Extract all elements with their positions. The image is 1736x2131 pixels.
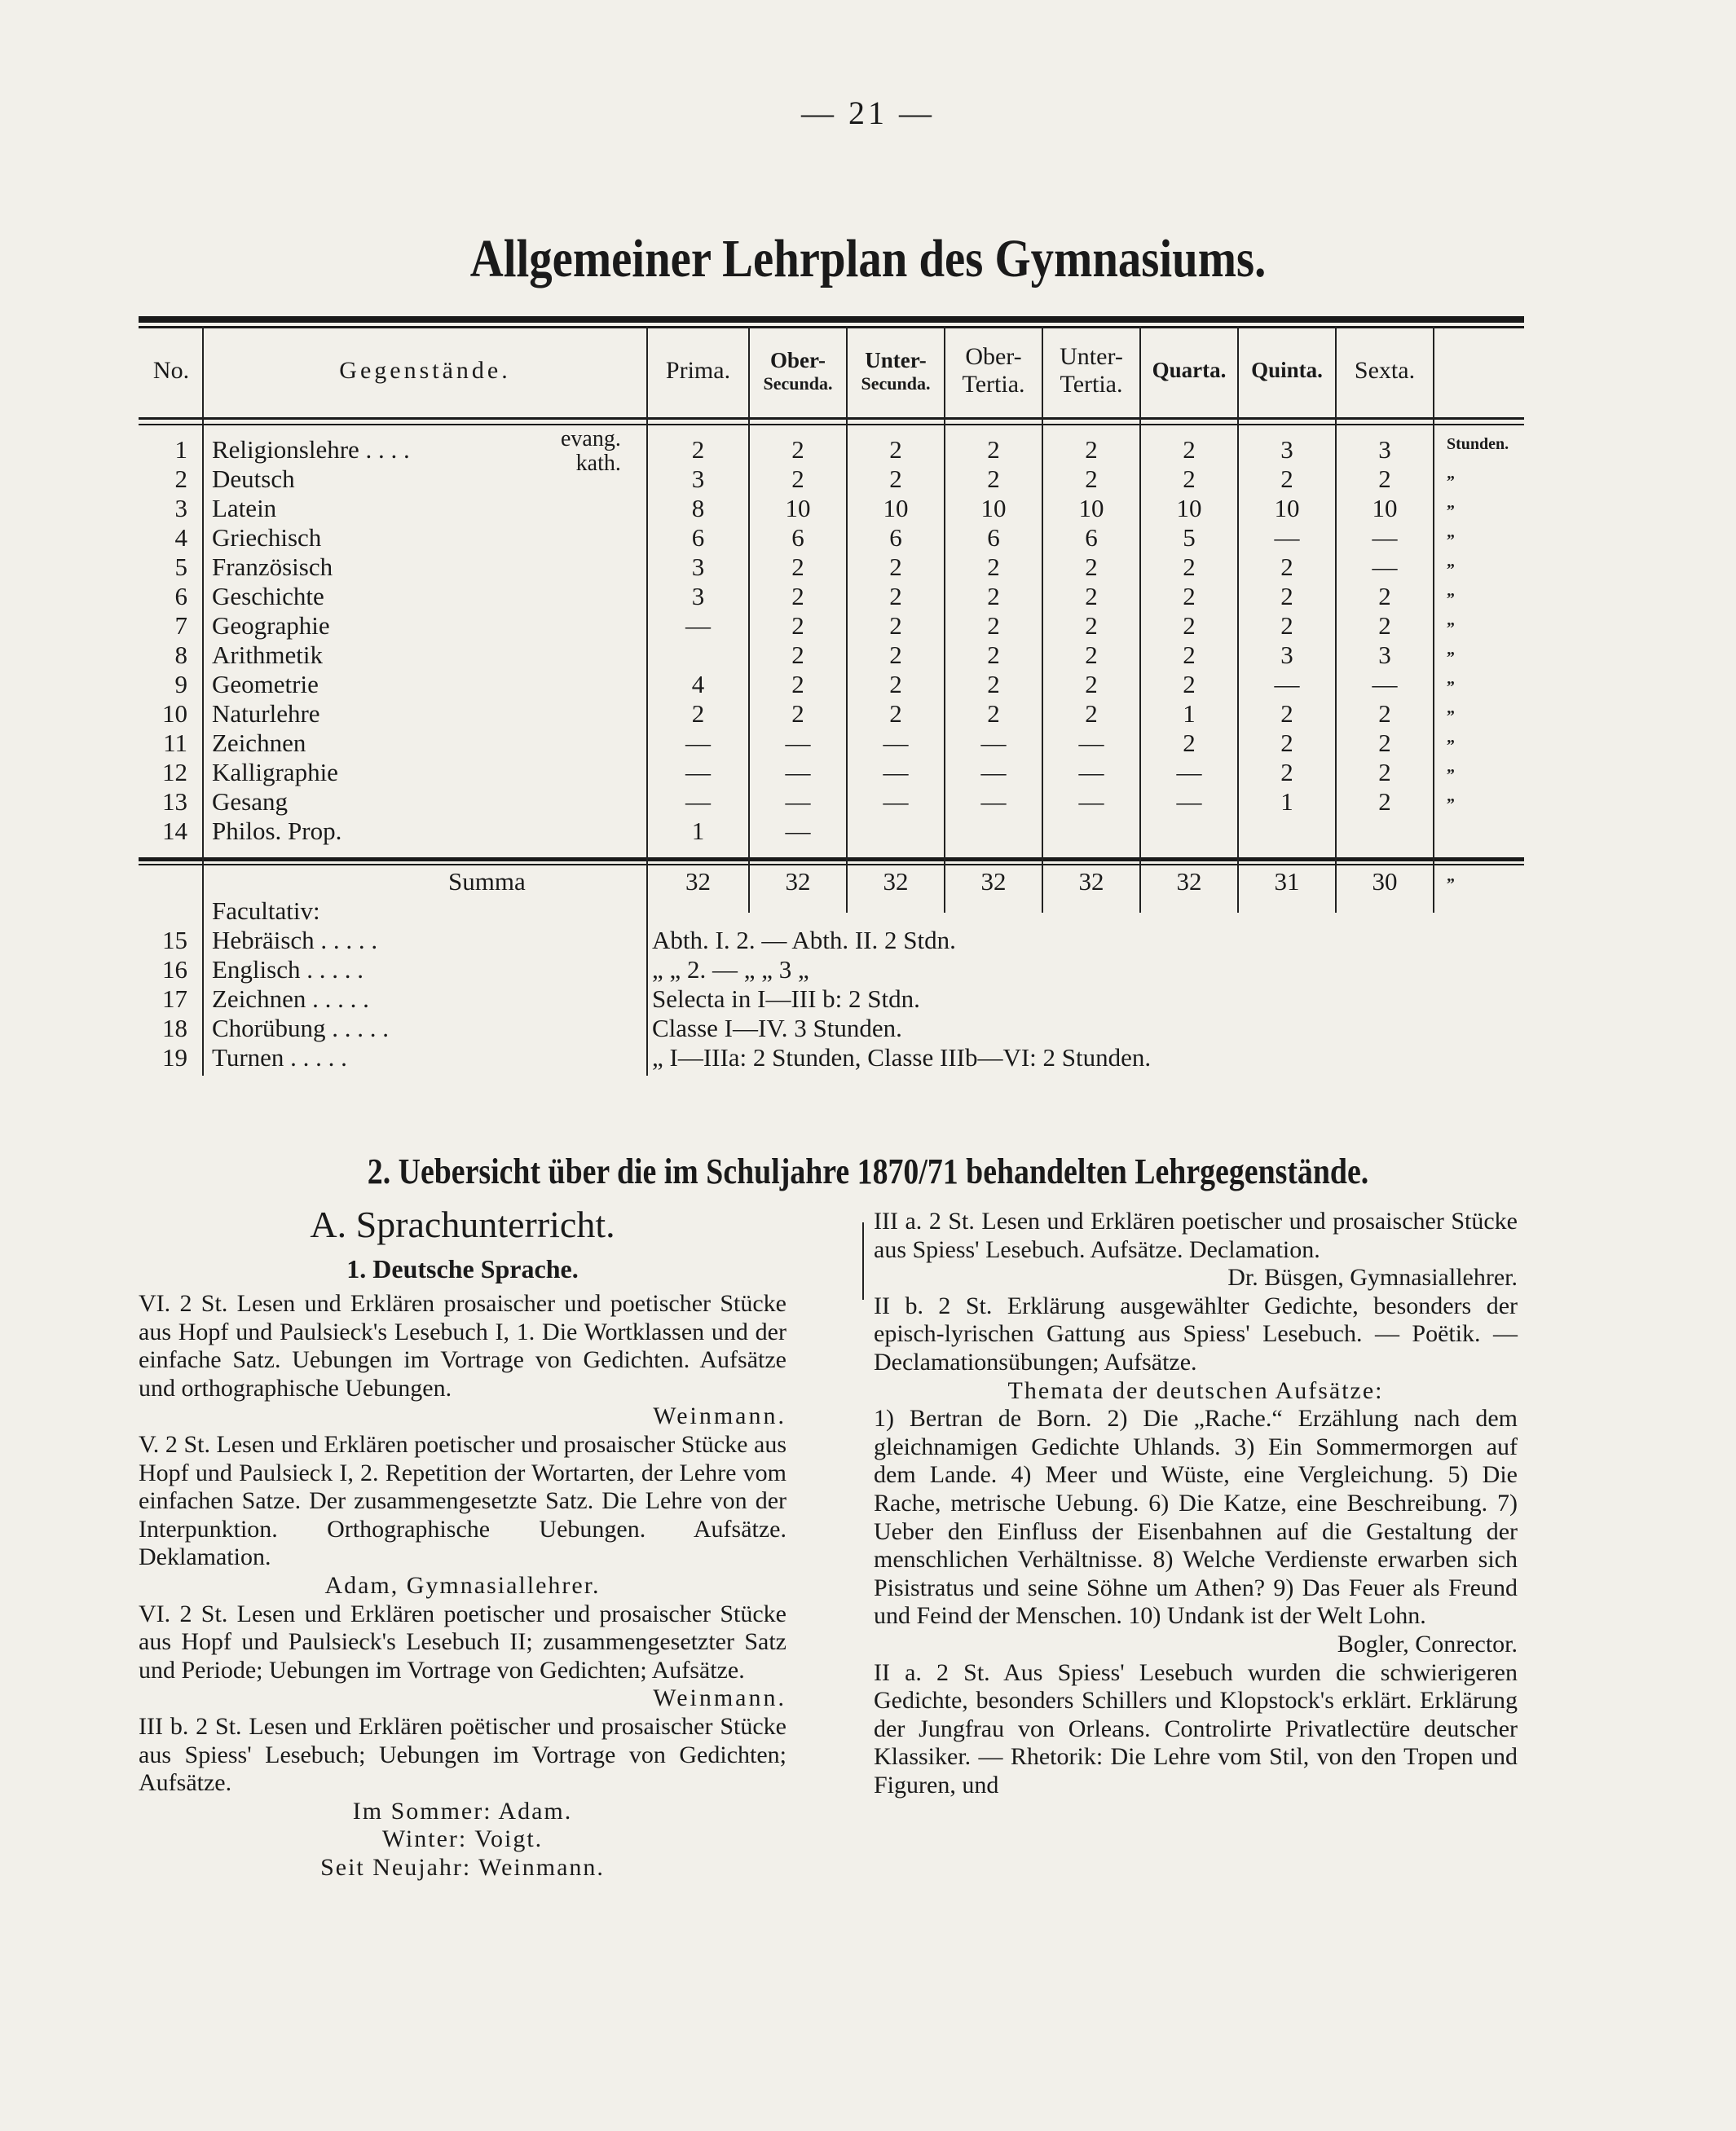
facultativ-row <box>139 1014 1524 1043</box>
themata-heading: Themata der deutschen Aufsätze: <box>1007 1376 1384 1404</box>
row-value: — <box>1176 787 1202 816</box>
header-ober-secunda: Ober- Secunda. <box>763 347 833 394</box>
row-subject: Griechisch <box>212 523 322 552</box>
row-unit: „ <box>1447 523 1455 541</box>
header-no: No. <box>152 356 190 384</box>
row-value: 2 <box>1378 465 1391 493</box>
paragraph-iiia: III a. 2 St. Lesen und Erklären poetischer und prosaischer Stücke aus Spiess' Lesebuch. Aufsätze. Declamation. <box>874 1208 1518 1263</box>
row-value: 3 <box>691 582 705 610</box>
row-value: 1 <box>691 817 705 845</box>
row-number: 4 <box>174 523 187 552</box>
column-divider <box>862 1222 864 1300</box>
row-value: 4 <box>691 670 705 698</box>
row-value: — <box>685 611 711 640</box>
header-unter-tertia: Unter- Tertia. <box>1060 342 1123 398</box>
row-value: 2 <box>1280 465 1293 493</box>
row-subject: Zeichnen <box>212 729 306 757</box>
table-header-thin-rule <box>139 424 1524 425</box>
signature: Dr. Büsgen, Gymnasiallehrer. <box>1227 1264 1518 1292</box>
row-unit: „ <box>1447 553 1455 570</box>
summa-value: 32 <box>685 867 711 896</box>
row-value: 2 <box>791 611 804 640</box>
facultativ-row <box>139 1043 1524 1072</box>
table-top-thin-rule <box>139 326 1524 328</box>
row-value: 3 <box>691 553 705 581</box>
paragraph-v: V. 2 St. Lesen und Erklären poetischer und prosaischer Stücke aus Hopf und Paulsieck I, 2. Repetition der Wortarten, der Lehre vom einfachen Satze. Der zusammengesetzte Satz. Die Lehre von der Interpunktion. Orthographische Uebungen. Aufsätze. Deklamation. <box>139 1430 786 1571</box>
table-top-rule <box>139 316 1524 323</box>
summa-value: 32 <box>1078 867 1104 896</box>
table-row <box>139 465 1524 494</box>
row-value: 2 <box>987 435 1000 464</box>
facultativ-hours: Abth. I. 2. — Abth. II. 2 Stdn. <box>652 926 956 954</box>
summa-value: 32 <box>1176 867 1202 896</box>
row-unit: „ <box>1447 641 1455 658</box>
row-value: 2 <box>1085 553 1098 581</box>
table-header-rule <box>139 417 1524 420</box>
row-subject: Naturlehre <box>212 699 320 728</box>
row-number: 2 <box>174 465 187 493</box>
row-value: 2 <box>987 553 1000 581</box>
row-subject: Kalligraphie <box>212 758 338 786</box>
row-value: 2 <box>1183 465 1196 493</box>
row-value: — <box>980 758 1007 786</box>
row-value: 2 <box>791 641 804 669</box>
row-value: — <box>1274 523 1300 552</box>
paragraph-vi-b: VI. 2 St. Lesen und Erklären poetischer und prosaischer Stücke aus Hopf und Paulsieck's Lesebuch II; zusammengesetzter Satz und Periode; Uebungen im Vortrage von Gedichten; Aufsätze. <box>139 1600 786 1684</box>
paragraph-iiib: III b. 2 St. Lesen und Erklären poëtischer und prosaischer Stücke aus Spiess' Lesebuch; Uebungen im Vortrage von Gedichten; Aufsätze. <box>139 1712 786 1797</box>
row-value: 2 <box>1280 758 1293 786</box>
row-subject: Gesang <box>212 787 288 816</box>
row-number: 10 <box>162 699 187 728</box>
row-value: 2 <box>1378 729 1391 757</box>
row-value: 2 <box>1085 435 1098 464</box>
header-quarta: Quarta. <box>1152 358 1227 383</box>
row-value: 2 <box>791 553 804 581</box>
row-number: 5 <box>174 553 187 581</box>
row-subject: Chorübung . . . . . <box>212 1014 389 1042</box>
row-number: 13 <box>162 787 187 816</box>
row-value: — <box>685 787 711 816</box>
row-value: 2 <box>1378 787 1391 816</box>
row-value: 2 <box>1183 729 1196 757</box>
row-value: 2 <box>889 641 902 669</box>
row-value: 6 <box>1085 523 1098 552</box>
page-title: Allgemeiner Lehrplan des Gymnasiums. <box>469 229 1267 288</box>
row-value: — <box>785 817 811 845</box>
signature: Adam, Gymnasiallehrer. <box>324 1571 601 1599</box>
row-subject: Geographie <box>212 611 330 640</box>
table-row <box>139 787 1524 817</box>
row-value: 2 <box>791 435 804 464</box>
row-subject: Englisch . . . . . <box>212 955 364 984</box>
table-row <box>139 523 1524 553</box>
row-value: 2 <box>889 465 902 493</box>
row-value: — <box>1372 553 1398 581</box>
row-value: 10 <box>1176 494 1202 522</box>
row-subject: Geschichte <box>212 582 324 610</box>
row-value: 2 <box>1378 611 1391 640</box>
summa-thin-rule <box>139 864 1524 865</box>
row-value: — <box>685 758 711 786</box>
row-value: 1 <box>1280 787 1293 816</box>
row-value: 2 <box>791 670 804 698</box>
row-value: — <box>1078 729 1104 757</box>
table-row <box>139 729 1524 758</box>
row-value: — <box>785 729 811 757</box>
row-number: 12 <box>162 758 187 786</box>
row-value: — <box>1372 670 1398 698</box>
table-row <box>139 641 1524 670</box>
summa-value: 31 <box>1274 867 1300 896</box>
row-value: — <box>1372 523 1398 552</box>
row-value: 6 <box>889 523 902 552</box>
left-column <box>139 1202 786 1882</box>
row-value: — <box>1078 787 1104 816</box>
row-unit: Stunden. <box>1447 435 1509 453</box>
row-value: — <box>1176 758 1202 786</box>
row-value: 2 <box>889 699 902 728</box>
row-value: 2 <box>987 641 1000 669</box>
table-row <box>139 494 1524 523</box>
row-value: — <box>1274 670 1300 698</box>
row-value: 6 <box>987 523 1000 552</box>
table-row <box>139 817 1524 846</box>
row-unit: „ <box>1447 611 1455 629</box>
row-value: 2 <box>1280 729 1293 757</box>
row-value: 2 <box>1378 582 1391 610</box>
row-value: 10 <box>980 494 1007 522</box>
row-value: 2 <box>1280 553 1293 581</box>
row-value: 10 <box>1274 494 1300 522</box>
summa-value: 32 <box>883 867 909 896</box>
row-number: 8 <box>174 641 187 669</box>
row-number: 18 <box>162 1014 187 1042</box>
summa-value: 32 <box>980 867 1007 896</box>
row-unit: „ <box>1447 729 1455 746</box>
row-subject: Religionslehre . . . . <box>212 435 410 464</box>
table-row <box>139 582 1524 611</box>
row-value: 2 <box>889 582 902 610</box>
facultativ-hours: „ „ 2. — „ „ 3 „ <box>652 955 809 984</box>
row-number: 15 <box>162 926 187 954</box>
summa-row <box>139 867 1524 896</box>
row-value: 10 <box>883 494 909 522</box>
facultativ-hours: „ I—IIIa: 2 Stunden, Classe IIIb—VI: 2 Stunden. <box>652 1043 1152 1072</box>
row-subject: Latein <box>212 494 277 522</box>
signature: Winter: Voigt. <box>381 1825 544 1853</box>
paragraph-vi-a: VI. 2 St. Lesen und Erklären prosaischer und poetischer Stücke aus Hopf und Paulsieck's Lesebuch I, 1. Die Wortklassen und der einfache Satz. Uebungen im Vortrage von Gedichten. Aufsätze und orthographische Uebungen. <box>139 1290 786 1402</box>
row-value: 2 <box>987 670 1000 698</box>
row-value: 6 <box>691 523 705 552</box>
row-value: 2 <box>1378 758 1391 786</box>
row-value: 5 <box>1183 523 1196 552</box>
row-unit: „ <box>1447 758 1455 776</box>
row-value: 2 <box>791 582 804 610</box>
summa-value: 32 <box>785 867 811 896</box>
paragraph-themata: 1) Bertran de Born. 2) Die „Rache.“ Erzählung nach dem gleichnamigen Gedichte Uhlands. 3) Ein Sommermorgen auf dem Lande. 4) Meer und Wüste, eine Vergleichung. 5) Die Rache, metrische Uebung. 6) Die Katze, eine Beschreibung. 7) Ueber den Einfluss der Eisenbahnen auf die Gestaltung der menschlichen Verhältnisse. 8) Welche Verdienste erwarben sich Pisistratus und seine Söhne um Athen? 9) Das Feuer als Freund und Feind der Menschen. 10) Undank ist der Welt Lohn. <box>874 1405 1518 1630</box>
row-unit: „ <box>1447 582 1455 600</box>
row-number: 14 <box>162 817 187 845</box>
row-value: 2 <box>1183 435 1196 464</box>
row-value: 2 <box>691 699 705 728</box>
row-value: 6 <box>791 523 804 552</box>
signature: Im Sommer: Adam. <box>352 1797 573 1825</box>
row-value: 2 <box>889 611 902 640</box>
row-value: — <box>1078 758 1104 786</box>
facultativ-text: Facultativ: <box>212 896 320 925</box>
section-heading: A. Sprachunterricht. <box>310 1204 615 1245</box>
row-value: 8 <box>691 494 705 522</box>
row-value: 2 <box>1085 641 1098 669</box>
row-number: 1 <box>174 435 187 464</box>
table-row <box>139 758 1524 787</box>
row-value: 2 <box>987 582 1000 610</box>
facultativ-hours: Selecta in I—III b: 2 Stdn. <box>652 984 920 1013</box>
row-value: 3 <box>1280 641 1293 669</box>
row-number: 19 <box>162 1043 187 1072</box>
subsection-heading: 1. Deutsche Sprache. <box>346 1254 579 1283</box>
row-value: 3 <box>1378 641 1391 669</box>
row-value: 2 <box>889 670 902 698</box>
row-value: 2 <box>1280 611 1293 640</box>
row-value: 1 <box>1183 699 1196 728</box>
row-unit: „ <box>1447 787 1455 805</box>
row-value: 2 <box>987 699 1000 728</box>
facultativ-hours: Classe I—IV. 3 Stunden. <box>652 1014 902 1042</box>
table-row <box>139 611 1524 641</box>
row-value: 3 <box>691 465 705 493</box>
signature: Weinmann. <box>653 1684 786 1712</box>
header-unter-secunda: Unter- Secunda. <box>861 347 931 394</box>
signature: Seit Neujahr: Weinmann. <box>320 1853 605 1881</box>
row-number: 7 <box>174 611 187 640</box>
row-number: 11 <box>163 729 187 757</box>
row-value: 3 <box>1378 435 1391 464</box>
row-number: 3 <box>174 494 187 522</box>
signature: Weinmann. <box>653 1402 786 1430</box>
row-value: 2 <box>1085 465 1098 493</box>
row-value: 10 <box>1372 494 1398 522</box>
row-value: 2 <box>1378 699 1391 728</box>
row-subject: Geometrie <box>212 670 319 698</box>
row-value: 2 <box>1280 582 1293 610</box>
row-subject: Arithmetik <box>212 641 324 669</box>
row-value: — <box>980 729 1007 757</box>
row-value: — <box>883 729 909 757</box>
summa-rule <box>139 857 1524 861</box>
row-value: — <box>685 729 711 757</box>
row-subject: Französisch <box>212 553 333 581</box>
row-number: 9 <box>174 670 187 698</box>
row-value: 2 <box>1085 611 1098 640</box>
row-value: 2 <box>1183 553 1196 581</box>
row-subject: Zeichnen . . . . . <box>212 984 369 1013</box>
religion-note: evang. kath. <box>561 426 621 476</box>
paragraph-iia: II a. 2 St. Aus Spiess' Lesebuch wurden die schwierigeren Gedichte, besonders Schillers und Klopstock's erklärt. Erklärung der Jungfrau von Orleans. Controlirte Privatlectüre deutscher Klassiker. — Rhetorik: Die Lehre vom Stil, von den Tropen und Figuren, und <box>874 1658 1518 1799</box>
row-value: — <box>980 787 1007 816</box>
row-value: 2 <box>1183 582 1196 610</box>
row-value: 2 <box>889 435 902 464</box>
table-row <box>139 435 1524 465</box>
right-column <box>874 1208 1518 1799</box>
row-subject: Turnen . . . . . <box>212 1043 347 1072</box>
header-subject: Gegenstände. <box>339 356 511 384</box>
row-value: — <box>883 758 909 786</box>
row-value: 2 <box>1183 670 1196 698</box>
row-value: 2 <box>1183 641 1196 669</box>
row-value: 3 <box>1280 435 1293 464</box>
paragraph-iib: II b. 2 St. Erklärung ausgewählter Gedichte, besonders der episch-lyrischen Gattung aus Spiess' Lesebuch. — Poëtik. — Declamationsübungen; Aufsätze. <box>874 1292 1518 1376</box>
row-value: — <box>785 787 811 816</box>
row-value: 2 <box>889 553 902 581</box>
row-subject: Philos. Prop. <box>212 817 342 845</box>
row-value: 2 <box>1085 670 1098 698</box>
facultativ-label <box>139 896 709 926</box>
row-value: 2 <box>791 699 804 728</box>
row-value: 2 <box>1183 611 1196 640</box>
row-value: — <box>883 787 909 816</box>
page-number: — 21 — <box>801 95 935 131</box>
row-subject: Hebräisch . . . . . <box>212 926 378 954</box>
row-unit: „ <box>1447 465 1455 482</box>
section2-title: 2. Uebersicht über die im Schuljahre 1870/71 behandelten Lehrgegenstände. <box>367 1151 1369 1191</box>
row-value: 2 <box>691 435 705 464</box>
row-value: 2 <box>1085 699 1098 728</box>
table-row <box>139 553 1524 582</box>
facultativ-row <box>139 926 1524 955</box>
row-value: 2 <box>987 465 1000 493</box>
row-value: 2 <box>987 611 1000 640</box>
row-value: 2 <box>791 465 804 493</box>
row-unit: „ <box>1447 867 1455 885</box>
table-row <box>139 699 1524 729</box>
facultativ-row <box>139 955 1524 984</box>
row-number: 17 <box>162 984 187 1013</box>
header-ober-tertia: Ober- Tertia. <box>962 342 1025 398</box>
header-sexta: Sexta. <box>1354 356 1416 384</box>
row-unit: „ <box>1447 699 1455 717</box>
header-quinta: Quinta. <box>1251 358 1323 383</box>
summa-label: Summa <box>448 867 526 896</box>
row-unit: „ <box>1447 494 1455 512</box>
row-number: 6 <box>174 582 187 610</box>
row-value: 10 <box>785 494 811 522</box>
table-row <box>139 670 1524 699</box>
row-value: 2 <box>1280 699 1293 728</box>
facultativ-row <box>139 984 1524 1014</box>
row-value: 2 <box>1085 582 1098 610</box>
row-unit: „ <box>1447 670 1455 688</box>
row-value: — <box>785 758 811 786</box>
row-number: 16 <box>162 955 187 984</box>
summa-value: 30 <box>1372 867 1398 896</box>
header-prima: Prima. <box>665 356 731 384</box>
row-value: 10 <box>1078 494 1104 522</box>
signature: Bogler, Conrector. <box>1337 1630 1518 1658</box>
row-subject: Deutsch <box>212 465 295 493</box>
